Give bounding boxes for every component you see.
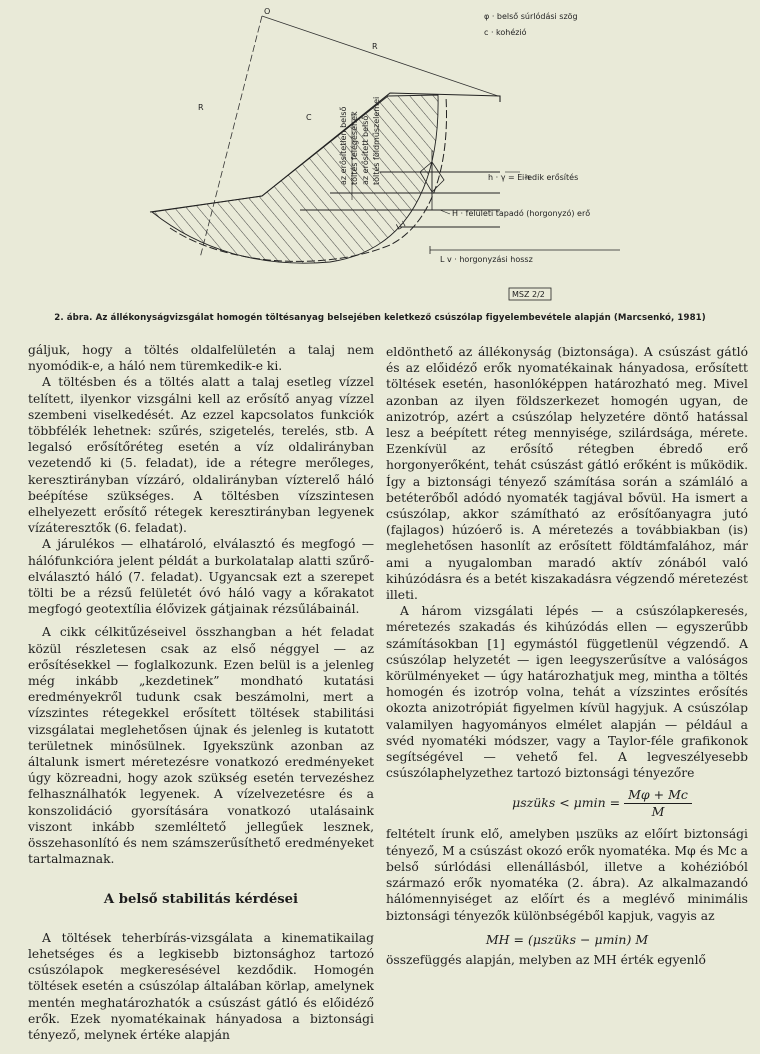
right-column — [386, 344, 748, 968]
paragraph: A töltések teherbírás-vizsgálata a kinematikailag lehetséges és a legkisebb biztonsághoz tartozó csúszólapok megkeresésével kezdődik. Homogén töltések esetén a csúszólap általában körlap, amelynek mentén meghatározhatók a csúszást gátló és előidéző erők. Ezek nyomatékainak hányadosa a biztonsági tényező, melynek értéke alapján — [28, 930, 374, 1042]
label-anchorage: L v · horgonyzási hossz — [440, 255, 533, 264]
formula-lhs: μszüks < μmin = — [512, 795, 621, 811]
vertical-label-3: az erősített belső — [361, 115, 370, 185]
vertical-label-2: töltés felégésének — [350, 111, 359, 185]
radius-line-2 — [262, 16, 498, 96]
label-R2: R — [198, 103, 204, 112]
formula-safety-factor — [386, 787, 748, 820]
label-H-force: H · felületi tapadó (horgonyzó) erő — [452, 209, 591, 218]
sliding-body — [152, 95, 438, 263]
section-heading: A belső stabilitás kérdései — [103, 891, 299, 907]
vertical-label-4: töltés földműszelemei — [372, 96, 381, 185]
stamp-label: MSZ 2/2 — [512, 290, 545, 299]
label-i-layer: i-edik erősítés — [522, 173, 579, 182]
label-O: O — [264, 7, 271, 16]
paragraph: feltételt írunk elő, amelyben μszüks az előírt biztonsági tényező, M a csúszást okozó erők nyomatéka. Mφ és Mc a belső súrlódási ellenállásból, illetve a kohézióból származó erők nyomatéka (2. ábra). Az alkalmazandó hálómennyiséget az előírt és a meglévő minimális biztonsági tényezők különbségéből kapjuk, vagyis az — [386, 827, 748, 923]
label-h-equation: h · γ = E h — [488, 173, 530, 182]
figure-caption: 2. ábra. Az állékonyságvizsgálat homogén töltésanyag belsejében keletkező csúszólap figyelembevétele alapján (Marcsenkó, 1981) — [54, 313, 706, 323]
paragraph: A járulékos — elhatároló, elválasztó és megfogó — hálófunkcióra jelent példát a burkolatalap alatti szűrő-elválasztó háló (7. feladat). Ugyancsak ezt a szerepet tölti be a rézsű felületét óvó háló vagy a kőrakatot megfogó geotextília élővizek gátjainak rézsűlábainál. — [28, 537, 374, 617]
legend-c: c · kohézió — [484, 28, 527, 37]
formula-anchor-moment: MH = (μszüks − μmin) M — [485, 931, 649, 947]
formula-numerator: Mφ + Mc — [624, 787, 692, 804]
slope-stability-diagram — [0, 0, 760, 310]
label-C: C — [306, 113, 312, 122]
paragraph: gáljuk, hogy a töltés oldalfelületén a talaj nem nyomódik-e, a háló nem türemkedik-e ki. — [28, 343, 374, 374]
legend-phi: φ · belső súrlódási szög — [484, 12, 578, 21]
vertical-label-1: az erősítetlen belső — [339, 106, 348, 185]
formula-denominator: M — [651, 804, 665, 820]
paragraph: összefüggés alapján, melyben az MH érték egyenlő — [386, 952, 706, 967]
left-column — [28, 342, 374, 1043]
paragraph: A töltésben és a töltés alatt a talaj esetleg vízzel telített, ilyenkor vizsgálni kell az erősítő anyag vízzel szembeni viselkedését. Az ezzel kapcsolatos funkciók többfélék lehetnek: szűrés, szigetelés, terelés, stb. A legalsó erősítőréteg esetén a víz oldalirányban vezetendő ki (5. feladat), ide a rétegre merőleges, keresztirányban vízzáró, oldalirányban vízterelő háló beépítése szükséges. A töltésben vízszintesen elhelyezett erősítő rétegek keresztirányban legyenek vízáteresztők (6. feladat). — [28, 375, 374, 536]
paragraph: A három vizsgálati lépés — a csúszólapkeresés, méretezés szakadás és kihúzódás ellen — egyszerűbb számításokban [1] egymástól függetlenül végzendő. A csúszólap helyzetét — igen leegyszerűsítve a valóságos körülményeket — úgy határozhatjuk meg, mintha a töltés homogén és izotróp volna, tehát a vízszintes erősítés okozta anizotrópiát figyelmen kívül hagyjuk. A csúszólap valamilyen hagyományos elmélet alapján — például a svéd nyomatéki módszer, vagy a Taylor-féle grafikonok segítségével — vehető fel. A legveszélyesebb csúszólaphelyzethez tartozó biztonsági tényezőre — [386, 604, 748, 781]
formula-fraction — [624, 787, 692, 820]
figure-2-diagram — [0, 0, 760, 310]
label-R1: R — [372, 42, 378, 51]
paragraph: eldönthető az állékonyság (biztonsága). A csúszást gátló és az előidéző erők nyomatékainak hányadosa, erősített töltések esetén, hasonlóképpen határozható meg. Mivel azonban az ilyen földszerkezet homogén ugyan, de anizotróp, azért a csúszólap helyzetére döntő hatással lesz a beépített réteg mennyisége, szilárdsága, mérete. Ezenkívül az erősítő rétegben ébredő erő horgonyerőként, tehát csúszást gátló erőként is működik. Így a biztonsági tényező számítása során a számláló a betéterőből adódó nyomaték tagjával bővül. Ha ismert a csúszólap, akkor számítható az erősítőanyagra jutó (fajlagos) húzóerő is. A méretezés a továbbiakban (is) meglehetősen hasonlít az erősített földtámfalához, már ami a nyugalomban maradó aktív zónából való kihúzódásra és a betét kiszakadásra végzendő méretezést illeti. — [386, 345, 748, 603]
paragraph: A cikk célkitűzéseivel összhangban a hét feladat közül részletesen csak az első néggyel — az erősítésekkel — foglalkozunk. Ezen belül is a jelenleg még inkább „kezdetinek” mondható kutatási eredményekről tudunk csak beszámolni, mert a vízszintes rétegekkel erősített töltések stabilitási vizsgálatai meglehetősen újnak és jelenleg is kutatott területnek minősülnek. Igyekszünk azonban az általunk ismert méretezésre vonatkozó eredményeket úgy közreadni, hogy azok szükség esetén tervezéshez felhasználhatók legyenek. A vízelvezetésre és a konszolidáció gyorsítására vonatkozó utalásaink viszont inkább szemléltető jellegűek lesznek, összehasonlító és nem számszerűsíthető eredményeket tartalmaznak. — [28, 625, 374, 867]
label-Li: L i — [394, 219, 408, 232]
